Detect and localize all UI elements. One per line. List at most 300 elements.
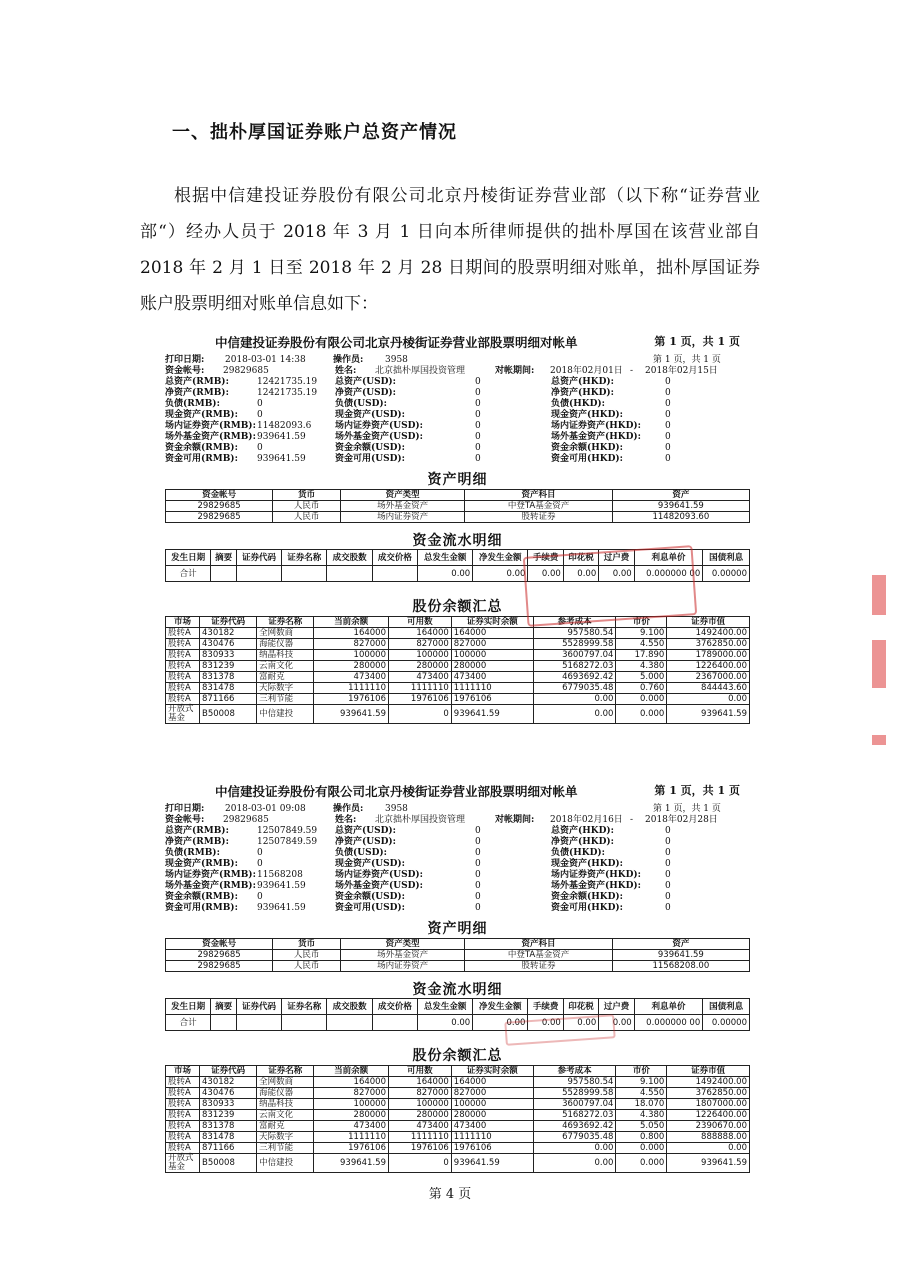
holdings-cell: 1976106 xyxy=(451,694,533,705)
rmb-label: 净资产(RMB): xyxy=(165,388,229,398)
hkd-value: 0 xyxy=(665,881,671,891)
rmb-label: 场外基金资产(RMB): xyxy=(165,881,256,891)
asset-header-row xyxy=(166,490,750,501)
asset-row xyxy=(166,501,750,512)
flow-total-cell: 0.00 xyxy=(418,566,473,582)
hkd-value: 0 xyxy=(665,454,671,464)
holdings-cell: 1492400.00 xyxy=(667,628,750,639)
flow-header-cell: 成交股数 xyxy=(327,550,372,566)
asset-cell: 股转证券 xyxy=(465,961,612,972)
holdings-cell: 1111110 xyxy=(388,683,451,694)
holdings-cell: 0.000 xyxy=(616,1154,667,1173)
flow-header-cell: 净发生金额 xyxy=(473,550,528,566)
flow-total-cell: 0.00000 xyxy=(703,566,750,582)
cash-flow-title: 资金流水明细 xyxy=(412,982,503,998)
period-dash: - xyxy=(630,366,634,376)
rmb-value: 0 xyxy=(257,443,263,453)
holdings-cell: 1111110 xyxy=(314,1132,389,1143)
hkd-value: 0 xyxy=(665,388,671,398)
asset-cell: 人民币 xyxy=(273,961,341,972)
asset-cell: 场内证券资产 xyxy=(340,512,464,523)
asset-header-cell: 资金帐号 xyxy=(166,490,273,501)
balance-row xyxy=(165,903,750,914)
holdings-cell: 0.00 xyxy=(533,694,616,705)
asset-cell: 11568208.00 xyxy=(612,961,749,972)
holdings-header-cell: 证券市值 xyxy=(667,1066,750,1077)
asset-row xyxy=(166,961,750,972)
hkd-value: 0 xyxy=(665,432,671,442)
holdings-cell: 0.00 xyxy=(667,1143,750,1154)
usd-value: 0 xyxy=(475,388,481,398)
flow-empty-cell xyxy=(236,566,281,582)
holdings-cell: 17.890 xyxy=(616,650,667,661)
statement-1 xyxy=(165,333,750,748)
flow-header-cell: 印花税 xyxy=(563,550,598,566)
holdings-row xyxy=(166,1132,750,1143)
hkd-label: 现金资产(HKD): xyxy=(551,410,623,420)
hkd-label: 负债(HKD): xyxy=(551,848,605,858)
asset-cell: 中登TA基金资产 xyxy=(465,501,612,512)
flow-total-label: 合计 xyxy=(166,566,211,582)
flow-header-cell: 证券名称 xyxy=(282,550,327,566)
holdings-cell: 831239 xyxy=(200,661,257,672)
holdings-header-row xyxy=(166,617,750,628)
flow-header-cell: 利息单价 xyxy=(634,999,703,1015)
operator-label: 操作员: xyxy=(333,804,364,814)
usd-value: 0 xyxy=(475,454,481,464)
account-value: 29829685 xyxy=(223,815,269,825)
hkd-value: 0 xyxy=(665,377,671,387)
rmb-label: 现金资产(RMB): xyxy=(165,859,238,869)
holdings-cell: 164000 xyxy=(451,1077,533,1088)
intro-paragraph: 根据中信建投证券股份有限公司北京丹棱街证券营业部（以下称“证券营业部“）经办人员于 2018 年 3 月 1 日向本所律师提供的拙朴厚国在该营业部自 2018 年 2 月 1 日至 2018 年 2 月 28 日期间的股票明细对账单，拙朴厚国证券账户股票明细对账单信息如下： xyxy=(140,186,760,314)
usd-value: 0 xyxy=(475,421,481,431)
flow-total-cell: 0.00 xyxy=(528,1015,563,1031)
holdings-row xyxy=(166,639,750,650)
flow-header-cell: 总发生金额 xyxy=(418,999,473,1015)
hkd-value: 0 xyxy=(665,826,671,836)
holdings-cell: 100000 xyxy=(451,1099,533,1110)
holdings-cell: 1976106 xyxy=(314,1143,389,1154)
holdings-cell: 1789000.00 xyxy=(667,650,750,661)
holdings-cell: 3762850.00 xyxy=(667,1088,750,1099)
holdings-cell: 827000 xyxy=(388,1088,451,1099)
edge-seal-mark xyxy=(872,735,886,745)
holdings-cell: 三利节能 xyxy=(257,694,314,705)
balance-row xyxy=(165,848,750,859)
holdings-cell: B50008 xyxy=(200,1154,257,1173)
holdings-cell: 957580.54 xyxy=(533,1077,616,1088)
holdings-cell: 280000 xyxy=(451,661,533,672)
holdings-header-cell: 市价 xyxy=(616,1066,667,1077)
holdings-header-cell: 证券代码 xyxy=(200,617,257,628)
asset-header-cell: 资产类型 xyxy=(340,490,464,501)
holdings-cell: 888888.00 xyxy=(667,1132,750,1143)
hkd-label: 场外基金资产(HKD): xyxy=(551,432,641,442)
holdings-cell: 0.00 xyxy=(533,1154,616,1173)
holdings-cell: 0.00 xyxy=(533,705,616,724)
holdings-cell: 0.000 xyxy=(616,694,667,705)
account-label: 资金帐号: xyxy=(165,815,205,825)
asset-detail-title: 资产明细 xyxy=(427,921,488,937)
holdings-cell: 4.550 xyxy=(616,639,667,650)
holdings-cell: 富耐克 xyxy=(257,1121,314,1132)
holdings-cell: 827000 xyxy=(388,639,451,650)
flow-header-cell: 手续费 xyxy=(528,550,563,566)
asset-cell: 939641.59 xyxy=(612,950,749,961)
holdings-cell: 0 xyxy=(388,1154,451,1173)
holdings-cell: 富耐克 xyxy=(257,672,314,683)
holdings-cell: 1976106 xyxy=(388,694,451,705)
rmb-value: 939641.59 xyxy=(257,454,306,464)
holdings-header-cell: 可用数 xyxy=(388,617,451,628)
flow-empty-cell xyxy=(327,566,372,582)
holdings-cell: 三利节能 xyxy=(257,1143,314,1154)
holdings-cell: 4.380 xyxy=(616,1110,667,1121)
holdings-row xyxy=(166,1099,750,1110)
asset-cell: 29829685 xyxy=(166,512,273,523)
hkd-label: 资金余额(HKD): xyxy=(551,443,623,453)
balance-row xyxy=(165,870,750,881)
rmb-label: 资金可用(RMB): xyxy=(165,454,238,464)
rmb-label: 资金余额(RMB): xyxy=(165,892,238,902)
holdings-header-cell: 市场 xyxy=(166,617,200,628)
statement-page-top: 第 1 页，共 1 页 xyxy=(654,784,740,797)
asset-cell: 939641.59 xyxy=(612,501,749,512)
flow-header-cell: 印花税 xyxy=(563,999,598,1015)
rmb-value: 0 xyxy=(257,859,263,869)
rmb-label: 净资产(RMB): xyxy=(165,837,229,847)
flow-header-cell: 摘要 xyxy=(211,999,237,1015)
hkd-label: 资金可用(HKD): xyxy=(551,454,623,464)
holdings-header-row xyxy=(166,1066,750,1077)
holdings-cell: 0 xyxy=(388,705,451,724)
flow-total-cell: 0.00000 xyxy=(703,1015,750,1031)
usd-value: 0 xyxy=(475,848,481,858)
holdings-cell: 全网数商 xyxy=(257,628,314,639)
holdings-cell: 831239 xyxy=(200,1110,257,1121)
asset-cell: 29829685 xyxy=(166,961,273,972)
holdings-cell: 1111110 xyxy=(388,1132,451,1143)
flow-header-cell: 发生日期 xyxy=(166,550,211,566)
rmb-label: 资金余额(RMB): xyxy=(165,443,238,453)
holdings-row xyxy=(166,705,750,724)
flow-empty-cell xyxy=(372,1015,417,1031)
rmb-value: 0 xyxy=(257,848,263,858)
holdings-cell: 4693692.42 xyxy=(533,672,616,683)
holdings-header-cell: 证券实时余额 xyxy=(451,1066,533,1077)
flow-empty-cell xyxy=(282,566,327,582)
flow-header-cell: 发生日期 xyxy=(166,999,211,1015)
holdings-cell: 827000 xyxy=(451,1088,533,1099)
flow-empty-cell xyxy=(211,566,237,582)
holdings-cell: 5168272.03 xyxy=(533,1110,616,1121)
asset-cell: 股转证券 xyxy=(465,512,612,523)
balance-row xyxy=(165,410,750,421)
usd-label: 资金可用(USD): xyxy=(335,454,405,464)
usd-label: 现金资产(USD): xyxy=(335,859,405,869)
holdings-cell: 280000 xyxy=(388,661,451,672)
holdings-cell: 1976106 xyxy=(314,694,389,705)
holdings-header-cell: 参考成本 xyxy=(533,1066,616,1077)
hkd-label: 资金可用(HKD): xyxy=(551,903,623,913)
holdings-cell: 1976106 xyxy=(451,1143,533,1154)
print-row xyxy=(165,355,750,366)
page-footer: 第 4 页 xyxy=(428,1187,472,1202)
holdings-cell: 2390670.00 xyxy=(667,1121,750,1132)
hkd-value: 0 xyxy=(665,892,671,902)
holdings-cell: 473400 xyxy=(388,1121,451,1132)
flow-total-cell: 0.00 xyxy=(473,566,528,582)
holdings-cell: 831378 xyxy=(200,672,257,683)
holdings-header-cell: 参考成本 xyxy=(533,617,616,628)
asset-cell: 场外基金资产 xyxy=(340,950,464,961)
asset-detail-table xyxy=(165,938,750,972)
rmb-label: 场内证券资产(RMB): xyxy=(165,870,256,880)
holdings-cell: 股转A xyxy=(166,650,200,661)
holdings-cell: 9.100 xyxy=(616,1077,667,1088)
flow-empty-cell xyxy=(372,566,417,582)
hkd-value: 0 xyxy=(665,421,671,431)
flow-header-row xyxy=(166,999,750,1015)
usd-label: 资金余额(USD): xyxy=(335,443,405,453)
period-from: 2018年02月16日 xyxy=(550,815,623,825)
holdings-cell: 股转A xyxy=(166,672,200,683)
balance-row xyxy=(165,377,750,388)
holdings-cell: 100000 xyxy=(314,650,389,661)
flow-header-cell: 利息单价 xyxy=(634,550,703,566)
print-date-value: 2018-03-01 09:08 xyxy=(225,804,306,814)
holdings-cell: 164000 xyxy=(314,628,389,639)
holdings-cell: 0.000 xyxy=(616,705,667,724)
flow-header-cell: 过户费 xyxy=(599,999,634,1015)
statement-2 xyxy=(165,782,750,1172)
asset-cell: 人民币 xyxy=(273,501,341,512)
holdings-cell: 5528999.58 xyxy=(533,639,616,650)
statement-page-right: 第 1 页，共 1 页 xyxy=(653,804,721,814)
holdings-row xyxy=(166,1121,750,1132)
usd-value: 0 xyxy=(475,903,481,913)
holdings-cell: 股转A xyxy=(166,1143,200,1154)
rmb-value: 0 xyxy=(257,410,263,420)
holdings-cell: 6779035.48 xyxy=(533,1132,616,1143)
balance-row xyxy=(165,881,750,892)
holdings-cell: 6779035.48 xyxy=(533,683,616,694)
usd-label: 负债(USD): xyxy=(335,399,387,409)
holdings-cell: 0.00 xyxy=(533,1143,616,1154)
holdings-cell: 股转A xyxy=(166,683,200,694)
holdings-cell: 9.100 xyxy=(616,628,667,639)
print-date-label: 打印日期: xyxy=(165,804,205,814)
period-label: 对帐期间: xyxy=(495,815,535,825)
holdings-cell: 939641.59 xyxy=(667,705,750,724)
holdings-row xyxy=(166,1143,750,1154)
holdings-cell: 831478 xyxy=(200,1132,257,1143)
holdings-cell: 473400 xyxy=(451,672,533,683)
asset-header-cell: 资金帐号 xyxy=(166,939,273,950)
hkd-label: 场内证券资产(HKD): xyxy=(551,421,641,431)
holdings-cell: 4.380 xyxy=(616,661,667,672)
holdings-title: 股份余额汇总 xyxy=(412,1048,503,1064)
holdings-cell: 871166 xyxy=(200,694,257,705)
holdings-cell: 473400 xyxy=(314,672,389,683)
holdings-header-cell: 证券市值 xyxy=(667,617,750,628)
holdings-cell: 中信建投 xyxy=(257,705,314,724)
holdings-cell: 股转A xyxy=(166,1077,200,1088)
holdings-cell: 830933 xyxy=(200,1099,257,1110)
period-to: 2018年02月28日 xyxy=(645,815,718,825)
holdings-cell: 4693692.42 xyxy=(533,1121,616,1132)
flow-header-cell: 摘要 xyxy=(211,550,237,566)
holdings-cell: 473400 xyxy=(451,1121,533,1132)
balance-row xyxy=(165,826,750,837)
rmb-label: 场内证券资产(RMB): xyxy=(165,421,256,431)
holdings-cell: 871166 xyxy=(200,1143,257,1154)
holdings-cell: 股转A xyxy=(166,1099,200,1110)
asset-header-cell: 资产类型 xyxy=(340,939,464,950)
statement-page-top: 第 1 页，共 1 页 xyxy=(654,335,740,348)
flow-total-cell: 0.00 xyxy=(599,1015,634,1031)
flow-total-cell: 0.00 xyxy=(418,1015,473,1031)
hkd-label: 负债(HKD): xyxy=(551,399,605,409)
cash-flow-title: 资金流水明细 xyxy=(412,533,503,549)
usd-value: 0 xyxy=(475,410,481,420)
holdings-cell: 164000 xyxy=(388,1077,451,1088)
usd-value: 0 xyxy=(475,837,481,847)
hkd-label: 净资产(HKD): xyxy=(551,388,614,398)
usd-label: 场外基金资产(USD): xyxy=(335,432,423,442)
operator-label: 操作员: xyxy=(333,355,364,365)
holdings-cell: 473400 xyxy=(314,1121,389,1132)
holdings-cell: 5.050 xyxy=(616,1121,667,1132)
account-row xyxy=(165,815,750,826)
holdings-cell: 股转A xyxy=(166,1088,200,1099)
hkd-value: 0 xyxy=(665,848,671,858)
flow-empty-cell xyxy=(211,1015,237,1031)
holdings-cell: 1111110 xyxy=(314,683,389,694)
holdings-header-cell: 证券实时余额 xyxy=(451,617,533,628)
balance-row xyxy=(165,421,750,432)
asset-detail-table xyxy=(165,489,750,523)
holdings-cell: 18.070 xyxy=(616,1099,667,1110)
hkd-value: 0 xyxy=(665,859,671,869)
hkd-label: 场内证券资产(HKD): xyxy=(551,870,641,880)
holdings-cell: 831378 xyxy=(200,1121,257,1132)
usd-value: 0 xyxy=(475,443,481,453)
flow-total-cell: 0.00 xyxy=(563,1015,598,1031)
flow-total-row xyxy=(166,1015,750,1031)
holdings-cell: 0.760 xyxy=(616,683,667,694)
hkd-label: 总资产(HKD): xyxy=(551,826,614,836)
holdings-cell: 股转A xyxy=(166,1110,200,1121)
balance-row xyxy=(165,859,750,870)
balance-row xyxy=(165,399,750,410)
balance-row xyxy=(165,892,750,903)
usd-value: 0 xyxy=(475,892,481,902)
rmb-value: 12421735.19 xyxy=(257,377,318,387)
flow-header-cell: 国债利息 xyxy=(703,999,750,1015)
flow-total-cell: 0.000000 00 xyxy=(634,566,703,582)
holdings-table xyxy=(165,1065,750,1173)
holdings-header-cell: 市场 xyxy=(166,1066,200,1077)
holdings-cell: 5528999.58 xyxy=(533,1088,616,1099)
holdings-cell: 股转A xyxy=(166,1121,200,1132)
usd-label: 总资产(USD): xyxy=(335,826,396,836)
rmb-label: 现金资产(RMB): xyxy=(165,410,238,420)
account-value: 29829685 xyxy=(223,366,269,376)
holdings-cell: 中信建投 xyxy=(257,1154,314,1173)
holdings-cell: 939641.59 xyxy=(667,1154,750,1173)
flow-header-cell: 国债利息 xyxy=(703,550,750,566)
holdings-cell: 1976106 xyxy=(388,1143,451,1154)
holdings-cell: 开放式基金 xyxy=(166,1154,200,1173)
holdings-cell: 164000 xyxy=(314,1077,389,1088)
holdings-row xyxy=(166,1154,750,1173)
flow-empty-cell xyxy=(327,1015,372,1031)
section-heading: 一、拙朴厚国证券账户总资产情况 xyxy=(172,122,457,143)
holdings-cell: 430182 xyxy=(200,628,257,639)
holdings-cell: 939641.59 xyxy=(314,705,389,724)
account-label: 资金帐号: xyxy=(165,366,205,376)
flow-header-cell: 手续费 xyxy=(528,999,563,1015)
asset-header-row xyxy=(166,939,750,950)
holdings-cell: 430476 xyxy=(200,1088,257,1099)
balance-row xyxy=(165,837,750,848)
flow-empty-cell xyxy=(282,1015,327,1031)
flow-header-cell: 成交价格 xyxy=(372,550,417,566)
flow-total-cell: 0.00 xyxy=(599,566,634,582)
rmb-label: 场外基金资产(RMB): xyxy=(165,432,256,442)
holdings-cell: 5.000 xyxy=(616,672,667,683)
rmb-label: 资金可用(RMB): xyxy=(165,903,238,913)
flow-total-cell: 0.00 xyxy=(563,566,598,582)
usd-label: 资金余额(USD): xyxy=(335,892,405,902)
holdings-cell: 844443.60 xyxy=(667,683,750,694)
usd-value: 0 xyxy=(475,870,481,880)
asset-cell: 人民币 xyxy=(273,950,341,961)
holdings-cell: 939641.59 xyxy=(451,705,533,724)
holdings-cell: 827000 xyxy=(451,639,533,650)
rmb-value: 12421735.19 xyxy=(257,388,318,398)
asset-detail-title: 资产明细 xyxy=(427,472,488,488)
operator-value: 3958 xyxy=(385,355,408,365)
holdings-cell: 280000 xyxy=(388,1110,451,1121)
asset-row xyxy=(166,950,750,961)
operator-value: 3958 xyxy=(385,804,408,814)
holdings-cell: 430182 xyxy=(200,1077,257,1088)
name-value: 北京拙朴厚国投资管理 xyxy=(375,366,466,376)
hkd-value: 0 xyxy=(665,870,671,880)
asset-cell: 中登TA基金资产 xyxy=(465,950,612,961)
seal-stamp xyxy=(523,545,697,627)
holdings-row xyxy=(166,661,750,672)
flow-header-cell: 证券代码 xyxy=(236,550,281,566)
rmb-value: 12507849.59 xyxy=(257,826,318,836)
rmb-value: 939641.59 xyxy=(257,903,306,913)
holdings-cell: 280000 xyxy=(451,1110,533,1121)
holdings-cell: 827000 xyxy=(314,639,389,650)
holdings-cell: 473400 xyxy=(388,672,451,683)
holdings-cell: 939641.59 xyxy=(314,1154,389,1173)
name-label: 姓名: xyxy=(335,815,357,825)
holdings-cell: 1111110 xyxy=(451,683,533,694)
flow-empty-cell xyxy=(236,1015,281,1031)
usd-value: 0 xyxy=(475,432,481,442)
rmb-value: 12507849.59 xyxy=(257,837,318,847)
period-to: 2018年02月15日 xyxy=(645,366,718,376)
holdings-cell: 云南文化 xyxy=(257,1110,314,1121)
rmb-label: 负债(RMB): xyxy=(165,399,220,409)
